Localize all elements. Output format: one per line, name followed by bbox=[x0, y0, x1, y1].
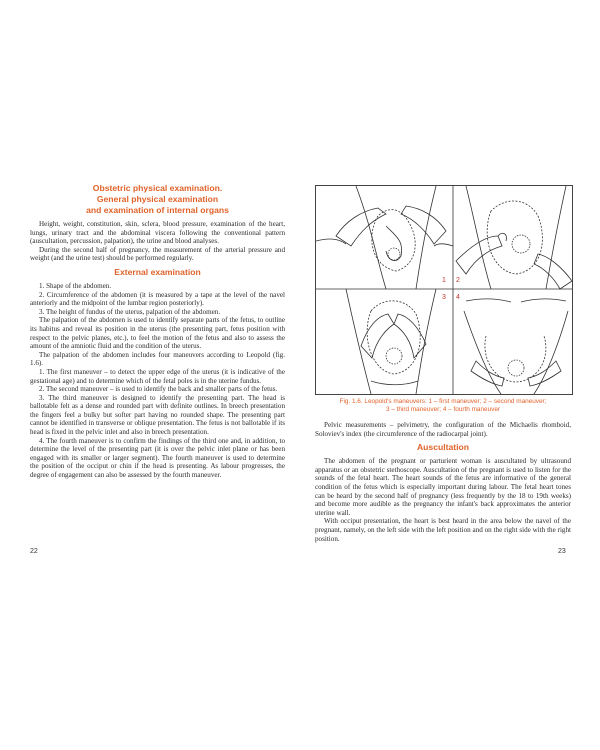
figure-caption bbox=[315, 398, 571, 414]
panel-label-1: 1 bbox=[442, 277, 446, 284]
page-number-right: 23 bbox=[558, 548, 566, 555]
intro-paragraph: During the second half of pregnancy, the measurement of the arterial pressure and weight (and the urine test) should be performed regularly. bbox=[30, 245, 285, 263]
page-number-left: 22 bbox=[30, 548, 38, 555]
panel-label-4: 4 bbox=[456, 294, 460, 301]
body-paragraph: 3. The third maneuver is designed to identify the presenting part. The head is ballotable felt as a dense and rounded part with definite outlines. In breech presentation the fingers feel a bulky but softer part having no rounded shape. The presenting part cannot be identified in transverse or oblique presentation. The fetus is not ballotable if its head is fixed in the pelvic inlet and also in breech presentation. bbox=[30, 393, 285, 437]
body-paragraph: 1. The first maneuver – to detect the upper edge of the uterus (it is indicative of the gestational age) and to determine which of the fetal poles is in the uterine fundus. bbox=[30, 367, 285, 385]
right-page-text bbox=[315, 421, 571, 543]
body-paragraph: The palpation of the abdomen includes four maneuvers according to Leopold (fig. 1.6). bbox=[30, 350, 285, 368]
section-title-auscultation: Auscultation bbox=[416, 442, 470, 453]
panel-3-drawing bbox=[346, 289, 436, 394]
body-paragraph: 2. Circumference of the abdomen (it is measured by a tape at the level of the navel anteriorly and the midpoint of the lumbar region posteriorly). bbox=[30, 290, 285, 308]
body-paragraph: 1. Shape of the abdomen. bbox=[39, 281, 112, 290]
heading-internal-organs: and examination of internal organs bbox=[86, 205, 229, 215]
heading-obstetric-exam: Obstetric physical examination. bbox=[92, 183, 223, 193]
body-paragraph: 3. The height of fundus of the uterus, palpation of the abdomen. bbox=[39, 307, 221, 316]
body-paragraph: The abdomen of the pregnant or parturient woman is auscultated by ultrasound apparatus or an obstetric stethoscope. Auscultation of the pregnant is used to listen for the sounds of the fetal heart. The heart sounds of the fetus are informative of the general condition of the fetus which is especially important during labour. The fetal heart tones can be heard by the second half of pregnancy (less frequently by the 18 to 19th weeks) and become more audible as the pregnancy the infant's back approximates the anterior uterine wall. bbox=[315, 457, 571, 517]
panel-4-drawing bbox=[464, 299, 568, 394]
heading-general-exam: General physical examination bbox=[96, 194, 219, 204]
body-paragraph: 4. The fourth maneuver is to confirm the findings of the third one and, in addition, to determine the level of the presenting part (it is over the pelvic inlet plane or has been engaged with its smaller or larger segment). The fourth maneuver is used to determine the position of the occiput or chin if the head is presenting. As labour progresses, the degree of engagement can also be assessed by the fourth maneuver. bbox=[30, 436, 285, 480]
panel-1-drawing bbox=[316, 186, 453, 289]
body-paragraph: With occiput presentation, the heart is best heard in the area below the navel of the pregnant, namely, on the left side with the left position and on the right side with the right position. bbox=[315, 517, 571, 543]
figure-illustration bbox=[316, 186, 572, 394]
section-title-external-exam: External examination bbox=[114, 266, 201, 277]
panel-2-drawing bbox=[456, 186, 572, 289]
body-paragraph: 2. The second maneuver – is used to identify the back and smaller parts of the fetus. bbox=[39, 385, 278, 394]
left-page bbox=[30, 183, 285, 480]
caption-line-2: 3 – third maneuver; 4 – fourth maneuver bbox=[385, 406, 501, 413]
pelvic-paragraph: Pelvic measurements – pelvimetry, the configuration of the Michaelis rhomboid, Soloviev's index (the circumference of the radiocarpal joint). bbox=[315, 421, 571, 438]
panel-label-2: 2 bbox=[456, 277, 460, 284]
intro-paragraph: Height, weight, constitution, skin, sclera, blood pressure, examination of the heart, lungs, urinary tract and the abdominal viscera following the conventional pattern (auscultation, percussion, palpation), the urine and blood analyses. bbox=[30, 220, 285, 246]
leopold-maneuvers-figure bbox=[315, 185, 573, 395]
caption-line-1: Fig. 1.6. Leopold's maneuvers: 1 – first maneuver; 2 – second maneuver; bbox=[339, 398, 547, 405]
panel-label-3: 3 bbox=[442, 294, 446, 301]
body-paragraph: The palpation of the abdomen is used to identify separate parts of the fetus, to outline its habitus and reveal its position in the uterus (the presenting part, fetus position with respect to the pelvic planes, etc.), to feel the motion of the fetus and also to assess the amount of the amniotic fluid and the condition of the uterus. bbox=[30, 316, 285, 351]
